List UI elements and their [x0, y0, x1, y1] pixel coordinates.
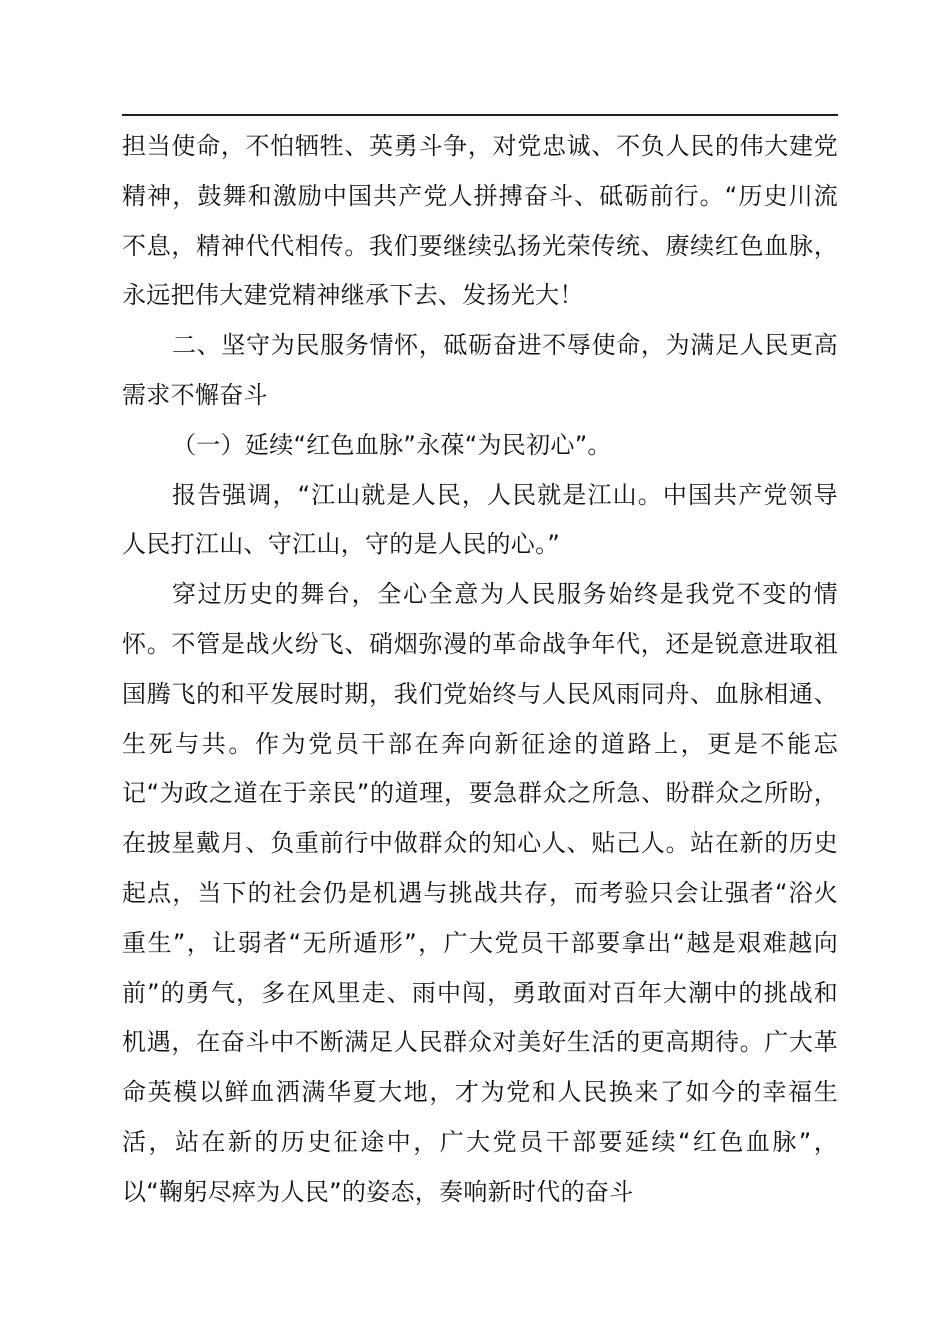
subsection-heading: （一）延续“红色血脉”永葆“为民初心”。	[172, 430, 612, 459]
header-rule	[122, 114, 838, 116]
paragraph-body: 穿过历史的舞台，全心全意为人民服务始终是我党不变的情怀。不管是战火纷飞、硝烟弥漫的革命战争年代，还是锐意进取祖国腾飞的和平发展时期，我们党始终与人民风雨同舟、血脉相通、生死与共。作为党员干部在奔向新征途的道路上，更是不能忘记“为政之道在于亲民”的道理，要急群众之所急、盼群众之所盼，在披星戴月、负重前行中做群众的知心人、贴己人。站在新的历史起点，当下的社会仍是机遇与挑战共存，而考验只会让强者“浴火重生”，让弱者“无所遁形”，广大党员干部要拿出“越是艰难越向前”的勇气，多在风里走、雨中闯，勇敢面对百年大潮中的挑战和机遇，在奋斗中不断满足人民群众对美好生活的更高期待。广大革命英模以鲜血洒满华夏大地，才为党和人民换来了如今的幸福生活，站在新的历史征途中，广大党员干部要延续“红色血脉”，以“鞠躬尽瘁为人民”的姿态，奏响新时代的奋斗	[122, 580, 838, 1206]
paragraph-continuation: 担当使命，不怕牺牲、英勇斗争，对党忠诚、不负人民的伟大建党精神，鼓舞和激励中国共产党人拼搏奋斗、砥砺前行。“历史川流不息，精神代代相传。我们要继续弘扬光荣传统、赓续红色血脉，永远把伟大建党精神继承下去、发扬光大！	[122, 132, 838, 310]
section-heading: 二、坚守为民服务情怀，砥砺奋进不辱使命，为满足人民更高需求不懈奋斗	[122, 331, 838, 409]
document-body	[122, 122, 838, 1218]
paragraph-quote: 报告强调，“江山就是人民，人民就是江山。中国共产党领导人民打江山、守江山，守的是人民的心。”	[122, 480, 838, 559]
